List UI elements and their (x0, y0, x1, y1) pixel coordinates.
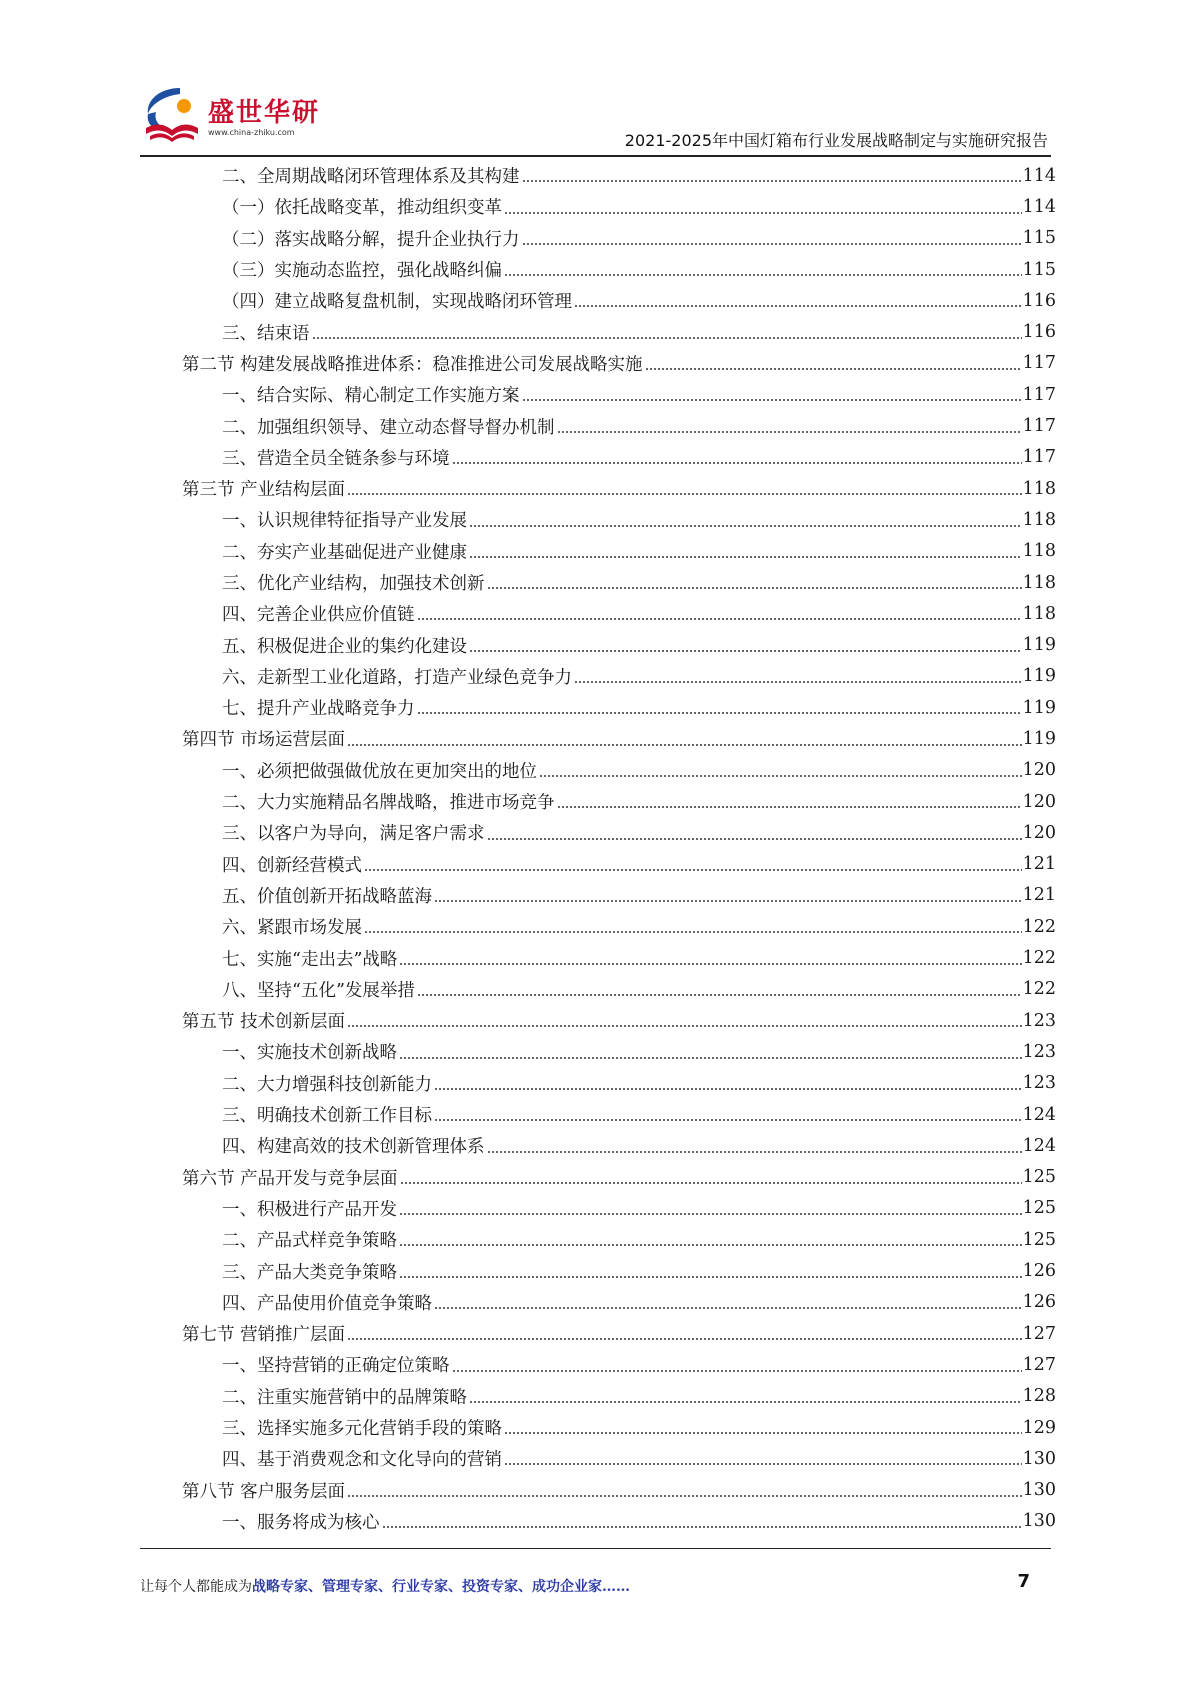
toc-entry-label: 第三节 产业结构层面 (182, 480, 346, 501)
logo-name: 盛世华研 (208, 98, 321, 128)
toc-entry-label: 二、全周期战略闭环管理体系及其构建 (222, 167, 520, 188)
toc-entry-page: 122 (1022, 916, 1056, 937)
toc-entry[interactable] (182, 316, 1056, 347)
toc-entry-page: 124 (1022, 1135, 1056, 1156)
toc-entry-page: 125 (1022, 1229, 1056, 1250)
toc-entry-label: 一、坚持营销的正确定位策略 (222, 1356, 450, 1377)
toc-entry-page: 126 (1022, 1261, 1056, 1282)
toc-entry-page: 120 (1022, 822, 1056, 843)
toc-entry-page: 122 (1022, 948, 1056, 969)
toc-entry-page: 118 (1022, 603, 1056, 624)
toc-entry-label: 六、紧跟市场发展 (222, 918, 362, 939)
toc-entry-page: 123 (1022, 1073, 1056, 1094)
toc-entry-page: 123 (1022, 1041, 1056, 1062)
toc-leader-dots (347, 492, 1022, 496)
toc-entry-label: 二、夯实产业基础促进产业健康 (222, 542, 467, 563)
toc-leader-dots (399, 1056, 1022, 1060)
toc-entry-label: 三、优化产业结构，加强技术创新 (222, 574, 485, 594)
toc-entry-label: 第四节 市场运营层面 (182, 730, 346, 751)
toc-entry-page: 122 (1022, 979, 1056, 1000)
toc-leader-dots (347, 1494, 1022, 1498)
toc-leader-dots (347, 1337, 1022, 1341)
toc-entry[interactable] (182, 911, 1056, 942)
toc-entry-page: 115 (1022, 228, 1056, 249)
toc-entry-label: 八、坚持“五化”发展举措 (222, 980, 415, 1001)
toc-entry[interactable] (182, 661, 1056, 692)
toc-entry[interactable] (182, 849, 1056, 880)
toc-entry[interactable] (182, 160, 1056, 191)
toc-leader-dots (504, 1431, 1022, 1435)
toc-entry[interactable] (182, 1068, 1056, 1099)
toc-leader-dots (417, 993, 1022, 997)
toc-entry[interactable] (182, 1130, 1056, 1161)
toc-entry[interactable] (182, 379, 1056, 410)
toc-entry-label: 一、实施技术创新战略 (222, 1043, 397, 1064)
toc-entry-label: 一、结合实际、精心制定工作实施方案 (222, 386, 520, 407)
toc-entry[interactable] (182, 504, 1056, 535)
toc-entry-label: 二、大力增强科技创新能力 (222, 1074, 432, 1095)
toc-entry-page: 121 (1022, 885, 1056, 906)
toc-leader-dots (645, 367, 1022, 371)
toc-leader-dots (364, 930, 1022, 934)
toc-entry-page: 118 (1022, 509, 1056, 530)
toc-section-entry[interactable] (182, 1162, 1056, 1193)
toc-section-entry[interactable] (182, 1005, 1056, 1036)
toc-entry-page: 114 (1022, 165, 1056, 186)
toc-entry-label: （四）建立战略复盘机制，实现战略闭环管理 (222, 292, 572, 313)
toc-leader-dots (434, 1306, 1022, 1310)
toc-entry-page: 115 (1022, 259, 1056, 280)
toc-entry-label: 六、走新型工业化道路，打造产业绿色竞争力 (222, 667, 572, 688)
toc-entry-page: 116 (1022, 322, 1056, 343)
toc-entry-page: 130 (1022, 1448, 1056, 1469)
toc-leader-dots (557, 430, 1022, 434)
toc-leader-dots (522, 398, 1022, 402)
toc-entry[interactable] (182, 974, 1056, 1005)
toc-leader-dots (504, 211, 1022, 215)
toc-entry-label: 第七节 营销推广层面 (182, 1325, 346, 1346)
toc-entry-label: 第八节 客户服务层面 (182, 1481, 346, 1502)
toc-entry[interactable] (182, 755, 1056, 786)
toc-leader-dots (347, 1024, 1022, 1028)
toc-entry-label: 四、创新经营模式 (222, 855, 362, 876)
toc-entry[interactable] (182, 942, 1056, 973)
header-divider (140, 155, 1051, 157)
toc-entry-label: 四、基于消费观念和文化导向的营销 (222, 1450, 502, 1471)
toc-entry-label: 四、产品使用价值竞争策略 (222, 1293, 432, 1314)
toc-entry-page: 127 (1022, 1323, 1056, 1344)
toc-leader-dots (452, 461, 1022, 465)
toc-leader-dots (469, 524, 1022, 528)
toc-leader-dots (417, 711, 1022, 715)
toc-entry[interactable] (182, 629, 1056, 660)
toc-entry-page: 118 (1022, 541, 1056, 562)
toc-leader-dots (487, 586, 1022, 590)
footer-slogan-highlight: 战略专家、管理专家、行业专家、投资专家、成功企业家…… (252, 1579, 630, 1595)
toc-entry-label: 第五节 技术创新层面 (182, 1012, 346, 1033)
report-title: 2021-2025年中国灯箱布行业发展战略制定与实施研究报告 (624, 131, 1048, 150)
toc-entry[interactable] (182, 1349, 1056, 1380)
toc-entry[interactable] (182, 1193, 1056, 1224)
toc-entry[interactable] (182, 598, 1056, 629)
toc-entry-page: 125 (1022, 1198, 1056, 1219)
toc-leader-dots (399, 1212, 1022, 1216)
toc-section-entry[interactable] (182, 723, 1056, 754)
toc-section-entry[interactable] (182, 1318, 1056, 1349)
logo-emblem-icon (140, 84, 204, 146)
toc-entry[interactable] (182, 1381, 1056, 1412)
toc-entry[interactable] (182, 817, 1056, 848)
toc-section-entry[interactable] (182, 348, 1056, 379)
company-logo (140, 84, 340, 146)
logo-url: www.china-zhiku.com (208, 128, 295, 137)
toc-entry[interactable] (182, 1099, 1056, 1130)
toc-leader-dots (434, 899, 1022, 903)
toc-entry-label: 二、大力实施精品名牌战略，推进市场竞争 (222, 793, 555, 814)
toc-entry[interactable] (182, 442, 1056, 473)
toc-entry[interactable] (182, 1443, 1056, 1474)
toc-leader-dots (522, 242, 1022, 246)
toc-leader-dots (400, 1181, 1022, 1185)
toc-entry-page: 119 (1022, 728, 1056, 749)
toc-leader-dots (487, 837, 1022, 841)
toc-entry[interactable] (182, 880, 1056, 911)
toc-entry-label: 四、构建高效的技术创新管理体系 (222, 1137, 485, 1158)
footer-slogan (140, 1576, 630, 1596)
toc-leader-dots (504, 273, 1022, 277)
toc-entry-page: 119 (1022, 635, 1056, 656)
toc-leader-dots (434, 1087, 1022, 1091)
toc-leader-dots (469, 555, 1022, 559)
toc-leader-dots (417, 617, 1022, 621)
toc-entry-page: 124 (1022, 1104, 1056, 1125)
toc-entry-page: 125 (1022, 1167, 1056, 1188)
toc-leader-dots (504, 1462, 1022, 1466)
toc-entry-page: 119 (1022, 697, 1056, 718)
toc-entry-page: 127 (1022, 1354, 1056, 1375)
toc-entry-label: 二、产品式样竞争策略 (222, 1231, 397, 1252)
toc-entry-page: 117 (1022, 353, 1056, 374)
toc-entry-label: 三、明确技术创新工作目标 (222, 1106, 432, 1127)
toc-section-entry[interactable] (182, 473, 1056, 504)
toc-leader-dots (399, 1243, 1022, 1247)
toc-entry-label: 四、完善企业供应价值链 (222, 605, 415, 626)
toc-entry-page: 126 (1022, 1292, 1056, 1313)
footer-slogan-prefix: 让每个人都能成为 (140, 1579, 252, 1595)
toc-entry[interactable] (182, 410, 1056, 441)
toc-section-entry[interactable] (182, 1474, 1056, 1505)
toc-entry-label: 七、提升产业战略竞争力 (222, 699, 415, 720)
toc-entry-label: （二）落实战略分解，提升企业执行力 (222, 229, 520, 250)
toc-entry[interactable] (182, 1506, 1056, 1537)
toc-leader-dots (382, 1525, 1022, 1529)
toc-entry[interactable] (182, 1412, 1056, 1443)
toc-entry[interactable] (182, 536, 1056, 567)
toc-leader-dots (452, 1369, 1022, 1373)
toc-leader-dots (574, 680, 1022, 684)
toc-entry-page: 116 (1022, 290, 1056, 311)
toc-entry-label: 一、必须把做强做优放在更加突出的地位 (222, 761, 537, 782)
toc-entry[interactable] (182, 567, 1056, 598)
toc-entry[interactable] (182, 692, 1056, 723)
toc-entry-label: 三、选择实施多元化营销手段的策略 (222, 1419, 502, 1440)
toc-leader-dots (522, 179, 1022, 183)
toc-leader-dots (399, 1275, 1022, 1279)
table-of-contents (182, 160, 1056, 1537)
toc-entry-label: 三、产品大类竞争策略 (222, 1262, 397, 1283)
toc-leader-dots (487, 1150, 1022, 1154)
toc-entry-page: 119 (1022, 666, 1056, 687)
toc-entry-label: 二、加强组织领导、建立动态督导督办机制 (222, 417, 555, 438)
toc-entry[interactable] (182, 1036, 1056, 1067)
toc-entry-page: 120 (1022, 791, 1056, 812)
toc-entry-page: 128 (1022, 1386, 1056, 1407)
toc-entry-label: 三、结束语 (222, 323, 310, 344)
toc-entry-page: 118 (1022, 572, 1056, 593)
footer-divider (140, 1548, 1051, 1549)
toc-leader-dots (364, 868, 1022, 872)
toc-leader-dots (399, 962, 1021, 966)
toc-entry-page: 114 (1022, 196, 1056, 217)
toc-entry-label: 一、积极进行产品开发 (222, 1199, 397, 1220)
toc-entry-label: 二、注重实施营销中的品牌策略 (222, 1387, 467, 1408)
toc-entry-page: 123 (1022, 1010, 1056, 1031)
page-number: 7 (1017, 1571, 1030, 1592)
toc-entry-label: （三）实施动态监控，强化战略纠偏 (222, 261, 502, 282)
toc-leader-dots (347, 743, 1022, 747)
toc-entry[interactable] (182, 223, 1056, 254)
toc-leader-dots (312, 336, 1022, 340)
toc-entry-page: 130 (1022, 1480, 1056, 1501)
toc-entry-label: 三、以客户为导向，满足客户需求 (222, 824, 485, 845)
toc-entry-label: 三、营造全员全链条参与环境 (222, 448, 450, 469)
toc-entry-label: （一）依托战略变革，推动组织变革 (222, 198, 502, 219)
toc-entry-label: 第六节 产品开发与竞争层面 (182, 1168, 398, 1189)
toc-leader-dots (434, 1118, 1022, 1122)
toc-entry[interactable] (182, 1255, 1056, 1286)
toc-leader-dots (469, 1400, 1022, 1404)
toc-entry-page: 117 (1022, 384, 1056, 405)
toc-entry-page: 129 (1022, 1417, 1056, 1438)
toc-leader-dots (557, 805, 1022, 809)
toc-entry-page: 117 (1022, 416, 1056, 437)
toc-entry[interactable] (182, 1287, 1056, 1318)
toc-entry[interactable] (182, 191, 1056, 222)
toc-entry[interactable] (182, 786, 1056, 817)
toc-entry-label: 五、价值创新开拓战略蓝海 (222, 886, 432, 907)
toc-entry-page: 130 (1022, 1511, 1056, 1532)
toc-entry[interactable] (182, 285, 1056, 316)
toc-leader-dots (539, 774, 1022, 778)
toc-entry-label: 一、认识规律特征指导产业发展 (222, 511, 467, 532)
toc-leader-dots (574, 304, 1022, 308)
toc-leader-dots (469, 649, 1022, 653)
toc-entry-page: 117 (1022, 447, 1056, 468)
toc-entry-label: 七、实施“走出去”战略 (222, 949, 398, 970)
toc-entry[interactable] (182, 254, 1056, 285)
toc-entry-page: 121 (1022, 854, 1056, 875)
toc-entry[interactable] (182, 1224, 1056, 1255)
toc-entry-label: 五、积极促进企业的集约化建设 (222, 636, 467, 657)
toc-entry-page: 120 (1022, 760, 1056, 781)
toc-entry-page: 118 (1022, 478, 1056, 499)
toc-entry-label: 第二节 构建发展战略推进体系：稳准推进公司发展战略实施 (182, 354, 643, 375)
toc-entry-label: 一、服务将成为核心 (222, 1512, 380, 1533)
